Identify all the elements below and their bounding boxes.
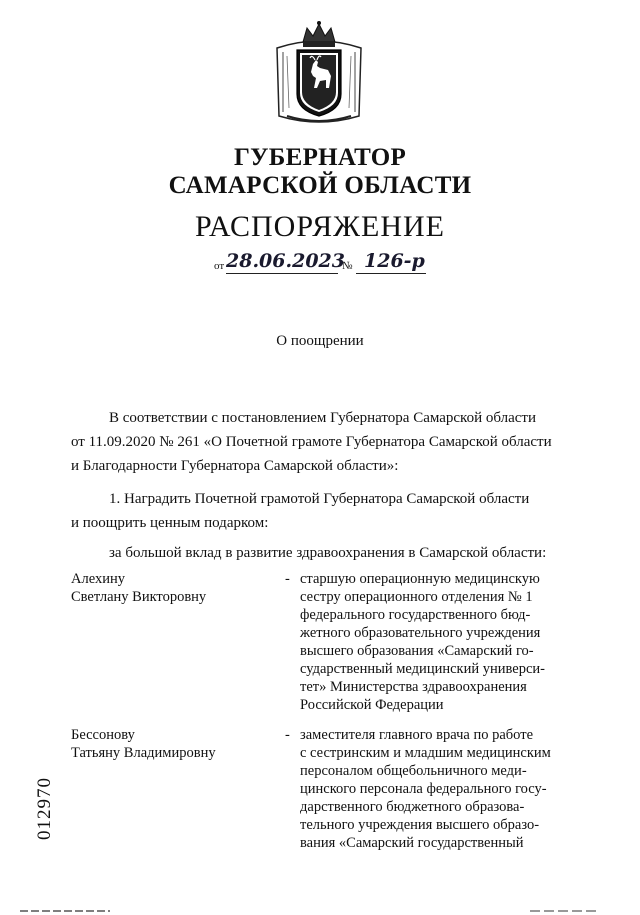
recipient-dash: - bbox=[285, 727, 290, 743]
number-underline bbox=[356, 273, 426, 274]
intro-line: и Благодарности Губернатора Самарской области»: bbox=[71, 458, 399, 474]
scan-edge-marks bbox=[0, 905, 640, 915]
intro-line: В соответствии с постановлением Губернатора Самарской области bbox=[109, 410, 537, 426]
recipient-position bbox=[300, 726, 568, 852]
position-line: высшего образования «Самарский го- bbox=[300, 643, 534, 659]
org-title-line1: ГУБЕРНАТОР bbox=[233, 144, 407, 171]
position-line: Российской Федерации bbox=[300, 697, 444, 713]
document-date: 28.06.2023 bbox=[226, 250, 345, 272]
number-label: № bbox=[342, 260, 353, 272]
intro-paragraph bbox=[71, 406, 568, 478]
org-title-line2: САМАРСКОЙ ОБЛАСТИ bbox=[168, 172, 472, 199]
position-line: вания «Самарский государственный bbox=[300, 835, 524, 851]
date-from-label: от bbox=[214, 260, 225, 272]
reason-text: за большой вклад в развитие здравоохранения в Самарской области: bbox=[109, 545, 547, 561]
recipient-position bbox=[300, 570, 568, 714]
position-line: дарственного бюджетного образова- bbox=[300, 799, 525, 815]
document-subject: О поощрении bbox=[276, 333, 364, 349]
intro-line: от 11.09.2020 № 261 «О Почетной грамоте Губернатора Самарской области bbox=[71, 434, 552, 450]
position-line: персоналом общебольничного меди- bbox=[300, 763, 527, 779]
position-line: жетного образовательного учреждения bbox=[300, 625, 541, 641]
recipient-name bbox=[71, 726, 271, 762]
position-line: с сестринским и младшим медицинским bbox=[300, 745, 551, 761]
recipient-given-names: Татьяну Владимировну bbox=[71, 745, 216, 761]
recipient-given-names: Светлану Викторовну bbox=[71, 589, 207, 605]
document-type-title: РАСПОРЯЖЕНИЕ bbox=[194, 210, 446, 243]
point-1-line: и поощрить ценным подарком: bbox=[71, 515, 269, 531]
recipient-surname: Бессонову bbox=[71, 727, 135, 743]
position-line: тельного учреждения высшего образо- bbox=[300, 817, 540, 833]
position-line: старшую операционную медицинскую bbox=[300, 571, 540, 587]
reason-paragraph bbox=[71, 541, 568, 565]
position-line: сестру операционного отделения № 1 bbox=[300, 589, 533, 605]
point-1-paragraph bbox=[71, 487, 568, 535]
position-line: федерального государственного бюд- bbox=[300, 607, 531, 623]
point-1-line: 1. Наградить Почетной грамотой Губернатора Самарской области bbox=[109, 491, 530, 507]
registration-number: 012970 bbox=[34, 777, 55, 840]
date-underline bbox=[226, 273, 338, 274]
position-line: заместителя главного врача по работе bbox=[300, 727, 534, 743]
position-line: цинского персонала федерального госу- bbox=[300, 781, 547, 797]
position-line: сударственный медицинский универси- bbox=[300, 661, 545, 677]
date-number-line bbox=[214, 252, 434, 276]
recipient-name bbox=[71, 570, 271, 606]
recipient-surname: Алехину bbox=[71, 571, 125, 587]
document-number: 126-р bbox=[364, 250, 425, 272]
position-line: тет» Министерства здравоохранения bbox=[300, 679, 527, 695]
recipient-dash: - bbox=[285, 571, 290, 587]
samara-coat-of-arms-icon bbox=[273, 20, 365, 130]
